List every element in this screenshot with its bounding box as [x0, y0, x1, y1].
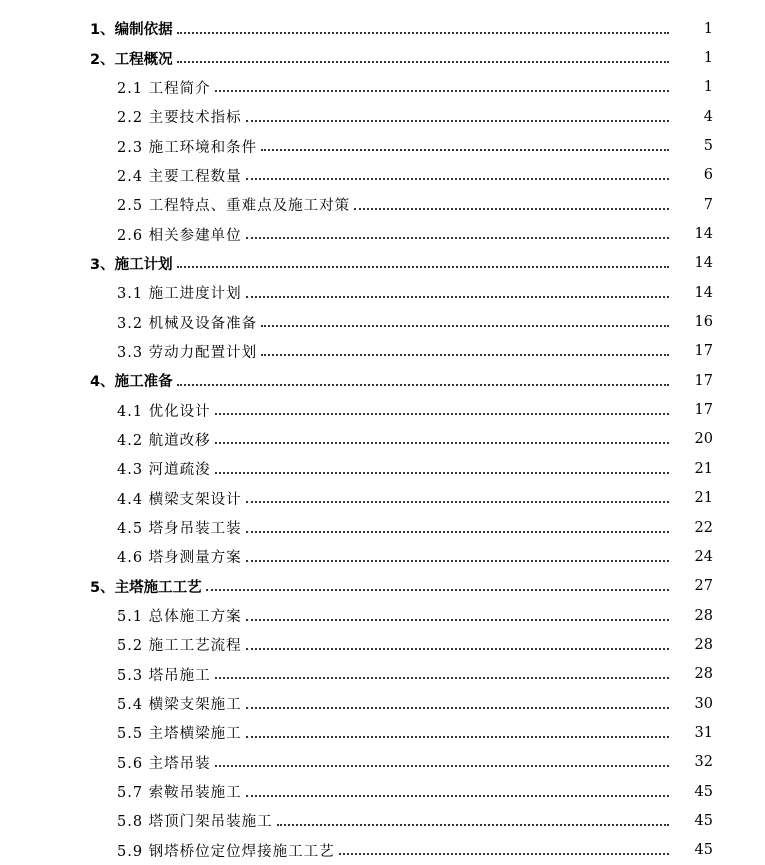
toc-page-number: 28 — [694, 636, 713, 653]
toc-page-number: 24 — [694, 548, 713, 565]
toc-page-number: 5 — [703, 138, 713, 155]
toc-page-number: 7 — [703, 196, 713, 213]
toc-dot-leader — [206, 575, 669, 591]
toc-section-row[interactable] — [0, 366, 765, 395]
toc-page-number: 14 — [694, 284, 713, 301]
toc-subsection-row[interactable] — [0, 542, 765, 571]
toc-dot-leader — [246, 517, 669, 533]
toc-subsection-row[interactable] — [0, 337, 765, 366]
toc-dot-leader — [261, 340, 669, 356]
toc-entry-title: 2.6 相关参建单位 — [117, 227, 242, 244]
toc-subsection-row[interactable] — [0, 484, 765, 513]
toc-subsection-row[interactable] — [0, 777, 765, 806]
toc-dot-leader — [246, 605, 669, 621]
toc-dot-leader — [246, 546, 669, 562]
toc-dot-leader — [246, 634, 669, 650]
toc-page-number: 21 — [694, 460, 713, 477]
toc-page-number: 21 — [694, 490, 713, 507]
toc-entry-title: 5、主塔施工工艺 — [90, 579, 202, 596]
toc-dot-leader — [354, 194, 669, 210]
toc-dot-leader — [215, 458, 669, 474]
toc-entry-title: 4.2 航道改移 — [117, 432, 211, 449]
toc-entry-title: 5.6 主塔吊装 — [117, 755, 211, 772]
toc-subsection-row[interactable] — [0, 219, 765, 248]
toc-dot-leader — [246, 164, 669, 180]
toc-entry-title: 4.1 优化设计 — [117, 403, 211, 420]
toc-subsection-row[interactable] — [0, 395, 765, 424]
toc-page-number: 4 — [703, 108, 713, 125]
toc-page-number: 17 — [694, 372, 713, 389]
toc-subsection-row[interactable] — [0, 718, 765, 747]
toc-subsection-row[interactable] — [0, 660, 765, 689]
toc-dot-leader — [215, 663, 669, 679]
toc-entry-title: 2.4 主要工程数量 — [117, 168, 242, 185]
toc-entry-title: 5.8 塔顶门架吊装施工 — [117, 814, 273, 831]
toc-page-number: 28 — [694, 666, 713, 683]
toc-entry-title: 4.5 塔身吊装工装 — [117, 521, 242, 538]
toc-subsection-row[interactable] — [0, 190, 765, 219]
toc-subsection-row[interactable] — [0, 513, 765, 542]
table-of-contents — [0, 14, 765, 865]
toc-page-number: 6 — [703, 167, 713, 184]
toc-subsection-row[interactable] — [0, 102, 765, 131]
toc-dot-leader — [177, 47, 669, 63]
toc-page-number: 1 — [703, 79, 713, 96]
toc-section-row[interactable] — [0, 572, 765, 601]
toc-subsection-row[interactable] — [0, 73, 765, 102]
toc-subsection-row[interactable] — [0, 748, 765, 777]
toc-entry-title: 5.5 主塔横梁施工 — [117, 726, 242, 743]
toc-dot-leader — [261, 135, 669, 151]
toc-entry-title: 5.1 总体施工方案 — [117, 609, 242, 626]
toc-page-number: 1 — [703, 50, 713, 67]
toc-entry-title: 5.7 索鞍吊装施工 — [117, 785, 242, 802]
toc-entry-title: 2.2 主要技术指标 — [117, 110, 242, 127]
toc-section-row[interactable] — [0, 43, 765, 72]
toc-dot-leader — [246, 487, 669, 503]
toc-dot-leader — [177, 252, 669, 268]
toc-page-number: 16 — [694, 314, 713, 331]
toc-page-number: 31 — [694, 724, 713, 741]
toc-page-number: 45 — [694, 812, 713, 829]
toc-dot-leader — [215, 399, 669, 415]
toc-page-number: 30 — [694, 695, 713, 712]
toc-entry-title: 2.3 施工环境和条件 — [117, 139, 258, 156]
toc-entry-title: 4、施工准备 — [90, 374, 173, 391]
toc-subsection-row[interactable] — [0, 454, 765, 483]
toc-section-row[interactable] — [0, 14, 765, 43]
toc-subsection-row[interactable] — [0, 278, 765, 307]
toc-page-number: 32 — [694, 754, 713, 771]
toc-entry-title: 5.3 塔吊施工 — [117, 667, 211, 684]
toc-subsection-row[interactable] — [0, 601, 765, 630]
toc-page-number: 17 — [694, 402, 713, 419]
toc-dot-leader — [246, 781, 669, 797]
toc-page-number: 45 — [694, 842, 713, 859]
toc-subsection-row[interactable] — [0, 131, 765, 160]
toc-page-number: 14 — [694, 226, 713, 243]
toc-dot-leader — [339, 839, 669, 855]
toc-subsection-row[interactable] — [0, 806, 765, 835]
toc-entry-title: 4.6 塔身测量方案 — [117, 550, 242, 567]
toc-entry-title: 3.2 机械及设备准备 — [117, 315, 258, 332]
toc-page-number: 1 — [703, 20, 713, 37]
toc-dot-leader — [215, 751, 669, 767]
toc-dot-leader — [246, 693, 669, 709]
toc-entry-title: 4.4 横梁支架设计 — [117, 491, 242, 508]
toc-dot-leader — [261, 311, 669, 327]
toc-dot-leader — [246, 106, 669, 122]
toc-page-number: 45 — [694, 783, 713, 800]
toc-page-number: 20 — [694, 431, 713, 448]
toc-entry-title: 1、编制依据 — [90, 22, 173, 39]
toc-entry-title: 2.5 工程特点、重难点及施工对策 — [117, 198, 351, 215]
toc-entry-title: 5.9 钢塔桥位定位焊接施工工艺 — [117, 843, 335, 860]
toc-subsection-row[interactable] — [0, 425, 765, 454]
toc-entry-title: 5.2 施工工艺流程 — [117, 638, 242, 655]
toc-page-number: 28 — [694, 607, 713, 624]
toc-entry-title: 2.1 工程简介 — [117, 80, 211, 97]
toc-dot-leader — [246, 223, 669, 239]
toc-page-number: 27 — [694, 578, 713, 595]
toc-section-row[interactable] — [0, 249, 765, 278]
toc-dot-leader — [215, 428, 669, 444]
toc-subsection-row[interactable] — [0, 836, 765, 865]
toc-page-number: 22 — [694, 519, 713, 536]
toc-entry-title: 3.3 劳动力配置计划 — [117, 344, 258, 361]
toc-subsection-row[interactable] — [0, 630, 765, 659]
toc-entry-title: 3.1 施工进度计划 — [117, 286, 242, 303]
toc-subsection-row[interactable] — [0, 307, 765, 336]
toc-entry-title: 2、工程概况 — [90, 51, 173, 68]
toc-dot-leader — [177, 18, 669, 34]
toc-dot-leader — [246, 282, 669, 298]
toc-entry-title: 4.3 河道疏浚 — [117, 462, 211, 479]
toc-subsection-row[interactable] — [0, 689, 765, 718]
toc-page-number: 17 — [694, 343, 713, 360]
toc-dot-leader — [177, 370, 669, 386]
toc-page-number: 14 — [694, 255, 713, 272]
toc-dot-leader — [277, 810, 669, 826]
toc-dot-leader — [246, 722, 669, 738]
toc-entry-title: 5.4 横梁支架施工 — [117, 697, 242, 714]
toc-subsection-row[interactable] — [0, 161, 765, 190]
toc-entry-title: 3、施工计划 — [90, 256, 173, 273]
toc-dot-leader — [215, 76, 669, 92]
